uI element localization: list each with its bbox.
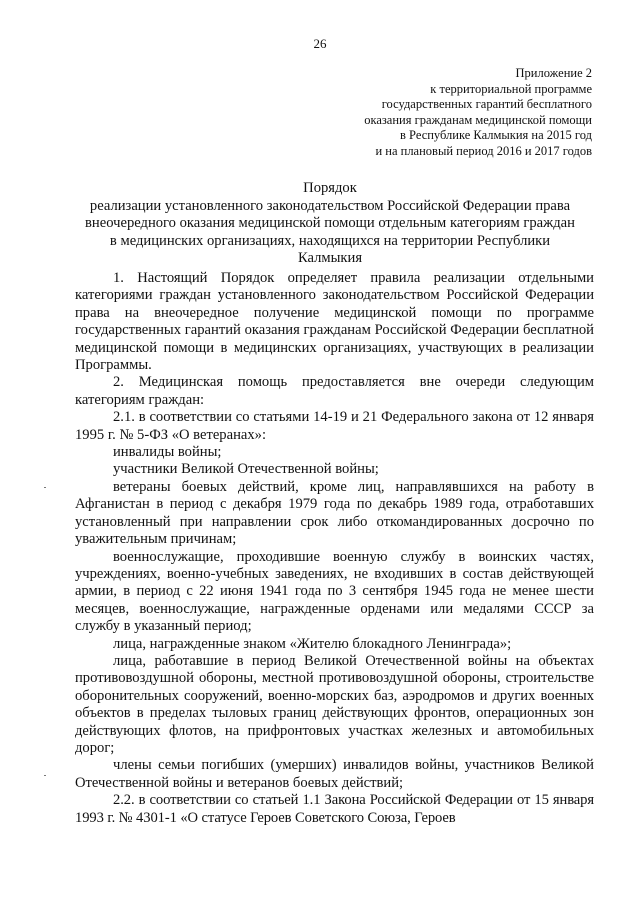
appendix-line: государственных гарантий бесплатного	[381, 97, 592, 112]
title-line: Порядок	[303, 180, 357, 196]
page-number: 26	[313, 36, 327, 51]
paragraph: инвалиды войны;	[113, 444, 222, 461]
paragraph: 2.2. в соответствии со статьей 1.1 Закона Российской Федерации от 15 января 1993 г. № 4301-1 «О статусе Героев Советского Союза, Героев	[75, 792, 594, 826]
appendix-line: и на плановый период 2016 и 2017 годов	[375, 143, 592, 158]
scan-mark	[44, 775, 46, 776]
appendix-header	[272, 66, 592, 160]
appendix-line: к территориальной программе	[430, 81, 592, 96]
appendix-line: в Республике Калмыкия на 2015 год	[400, 128, 592, 143]
paragraph: лица, работавшие в период Великой Отечественной войны на объектах противовоздушной обороны, местной противовоздушной обороны, строительстве оборонительных сооружений, военно-морских баз, аэродромов и других военных объектов в пределах тыловых границ действующих фронтов, операционных зон действующих флотов, на прифронтовых участках железных и автомобильных дорог;	[75, 652, 594, 756]
paragraph: ветераны боевых действий, кроме лиц, направлявшихся на работу в Афганистан в период с декабря 1979 года по декабрь 1989 года, отработавших установленный при направлении срок либо откомандированных досрочно по уважительным причинам;	[75, 478, 594, 548]
document-title	[70, 180, 590, 268]
title-line: реализации установленного законодательством Российской Федерации права	[89, 197, 571, 214]
paragraph: 2. Медицинская помощь предоставляется вне очереди следующим категориям граждан:	[75, 374, 594, 408]
scan-mark	[44, 487, 46, 488]
appendix-line: Приложение 2	[515, 66, 592, 80]
paragraph: 2.1. в соответствии со статьями 14-19 и 21 Федерального закона от 12 января 1995 г. № 5-ФЗ «О ветеранах»:	[75, 409, 594, 443]
paragraph: военнослужащие, проходившие военную службу в воинских частях, учреждениях, военно-учебных заведениях, не входивших в состав действующей армии, в период с 22 июня 1941 года по 3 сентября 1945 года не менее шести месяцев, военнослужащие, награжденные орденами или медалями СССР за службу в указанный период;	[75, 548, 594, 635]
document-body	[75, 270, 594, 827]
paragraph: участники Великой Отечественной войны;	[113, 461, 379, 478]
title-line: Калмыкия	[297, 250, 363, 267]
title-line: внеочередного оказания медицинской помощи отдельным категориям граждан	[85, 215, 575, 232]
appendix-line: оказания гражданам медицинской помощи	[364, 112, 592, 127]
paragraph: члены семьи погибших (умерших) инвалидов войны, участников Великой Отечественной войны и ветеранов боевых действий;	[75, 757, 594, 791]
paragraph: лица, награжденные знаком «Жителю блокадного Ленинграда»;	[113, 635, 512, 652]
title-line: в медицинских организациях, находящихся на территории Республики	[109, 232, 551, 249]
paragraph: 1. Настоящий Порядок определяет правила реализации отдельными категориями граждан установленного законодательством Российской Федерации права на внеочередное получение медицинской помощи по программе государственных гарантий оказания гражданам Российской Федерации бесплатной медицинской помощи в медицинских организациях, участвующих в реализации Программы.	[75, 270, 594, 374]
